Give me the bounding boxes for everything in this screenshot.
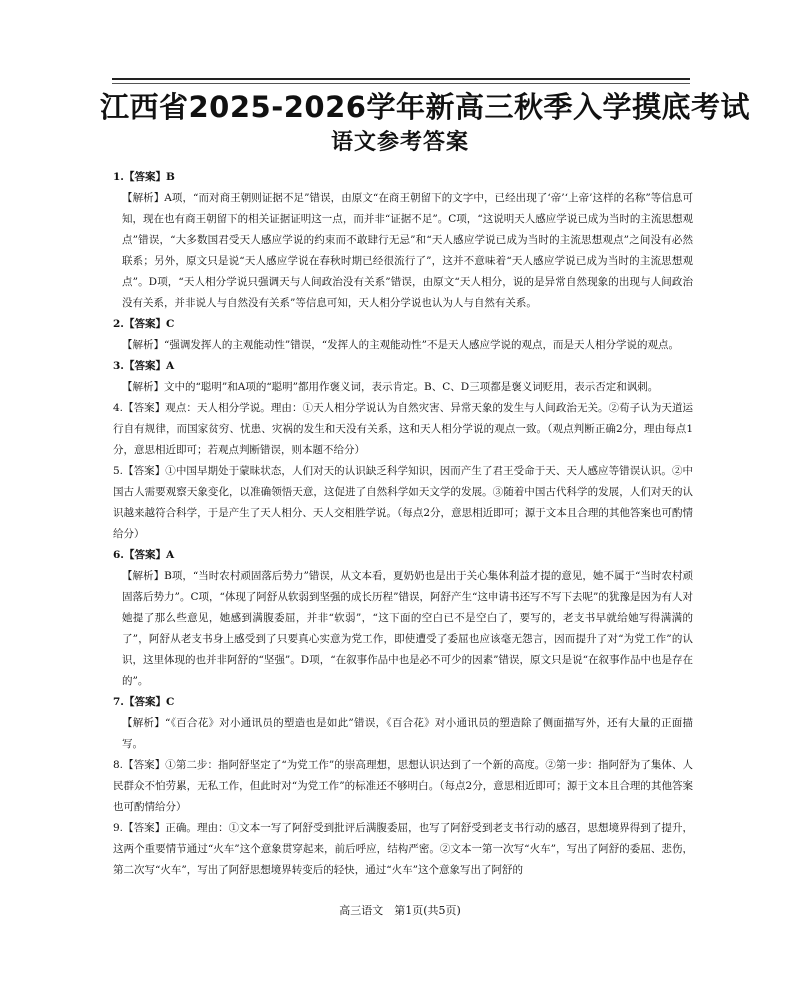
answer-line: 4.【答案】观点：天人相分学说。理由：①天人相分学说认为自然灾害、异常天象的发生与人间政治无关。②荀子认为天道运行自有规律，而国家贫穷、忧患、灾祸的发生和天没有关系，这和天人相分学说的观点一致。（观点判断正确2分，理由每点1分，意思相近即可；若观点判断错误，则本题不给分） bbox=[113, 402, 693, 456]
question-8 bbox=[113, 755, 693, 818]
question-5 bbox=[113, 461, 693, 545]
answer-line: 6.【答案】A bbox=[113, 549, 175, 561]
explanation-text: 【解析】A项，“而对商王朝则证据不足”错误，由原文“在商王朝留下的文字中，已经出现了‘帝’‘上帝’这样的名称”等信息可知，现在也有商王朝留下的相关证据证明这一点，而并非“证据不足”。C项，“这说明天人感应学说已成为当时的主流思想观点”错误，“大多数国君受天人感应学说的约束而不敢肆行无忌”和“天人感应学说已成为当时的主流思想观点”之间没有必然联系；另外，原文只是说“天人感应学说在春秋时期已经很流行了”，这并不意味着“天人感应学说已成为当时的主流思想观点”。D项，“天人相分学说只强调天与人间政治没有关系”错误，由原文“天人相分，说的是异常自然现象的出现与人间政治没有关系，并非说人与自然没有关系”等信息可知，天人相分学说也认为人与自然有关系。 bbox=[122, 192, 693, 309]
answer-line: 1.【答案】B bbox=[113, 171, 175, 183]
answer-content bbox=[113, 167, 693, 881]
answer-line: 9.【答案】正确。理由：①文本一写了阿舒受到批评后满腹委屈，也写了阿舒受到老支书行动的感召，思想境界得到了提升，这两个重要情节通过“火车”这个意象贯穿起来，前后呼应，结构严密。②文本一第一次写“火车”，写出了阿舒的委屈、悲伤，第二次写“火车”，写出了阿舒思想境界转变后的轻快，通过“火车”这个意象写出了阿舒的 bbox=[113, 822, 693, 876]
answer-line: 2.【答案】C bbox=[113, 318, 175, 330]
question-7 bbox=[113, 692, 693, 755]
question-1 bbox=[113, 167, 693, 314]
explanation-text: 【解析】文中的“聪明”和A项的“聪明”都用作褒义词，表示肯定。B、C、D三项都是褒义词贬用，表示否定和讽刺。 bbox=[122, 381, 659, 393]
explanation-text: 【解析】“强调发挥人的主观能动性”错误，“发挥人的主观能动性”不是天人感应学说的观点，而是天人相分学说的观点。 bbox=[122, 339, 679, 351]
page-subtitle: 语文参考答案 bbox=[330, 130, 469, 155]
answer-line: 7.【答案】C bbox=[113, 696, 175, 708]
question-9 bbox=[113, 818, 693, 881]
explanation-text: 【解析】“《百合花》对小通讯员的塑造也是如此”错误，《百合花》对小通讯员的塑造除了侧面描写外，还有大量的正面描写。 bbox=[122, 717, 693, 750]
answer-line: 3.【答案】A bbox=[113, 360, 175, 372]
question-2 bbox=[113, 314, 693, 356]
question-3 bbox=[113, 356, 693, 398]
page-title: 江西省2025-2026学年新高三秋季入学摸底考试 bbox=[100, 90, 750, 124]
explanation-text: 【解析】B项，“当时农村顽固落后势力”错误，从文本看，夏奶奶也是出于关心集体利益才提的意见，她不属于“当时农村顽固落后势力”。C项，“体现了阿舒从软弱到坚强的成长历程”错误，阿舒产生“这申请书还写不写下去呢”的犹豫是因为有人对她提了那么些意见，她感到满腹委屈，并非“软弱”，“这下面的空白已不是空白了，要写的，老支书早就给她写得满满的了”，阿舒从老支书身上感受到了只要真心实意为党工作，即使遭受了委屈也应该毫无怨言，因而提升了对“为党工作”的认识，这里体现的也并非阿舒的“坚强”。D项，“在叙事作品中也是必不可少的因素”错误，原文只是说“在叙事作品中也是存在的”。 bbox=[122, 570, 693, 687]
answer-line: 5.【答案】①中国早期处于蒙昧状态，人们对天的认识缺乏科学知识，因而产生了君王受命于天、天人感应等错误认识。②中国古人需要观察天象变化，以准确领悟天意，这促进了自然科学如天文学的发展。③随着中国古代科学的发展，人们对天的认识越来越符合科学，于是产生了天人相分、天人交相胜学说。（每点2分，意思相近即可；源于文本且合理的其他答案也可酌情给分） bbox=[113, 465, 693, 540]
page-footer: 高三语文 第1页(共5页) bbox=[339, 904, 461, 917]
header-rule-thick bbox=[112, 78, 690, 80]
question-6 bbox=[113, 545, 693, 692]
question-4 bbox=[113, 398, 693, 461]
header-rule-thin bbox=[112, 83, 690, 84]
answer-line: 8.【答案】①第二步：指阿舒坚定了“为党工作”的崇高理想，思想认识达到了一个新的高度。②第一步：指阿舒为了集体、人民群众不怕劳累，无私工作，但此时对“为党工作”的标准还不够明白。（每点2分，意思相近即可；源于文本且合理的其他答案也可酌情给分） bbox=[113, 759, 693, 813]
